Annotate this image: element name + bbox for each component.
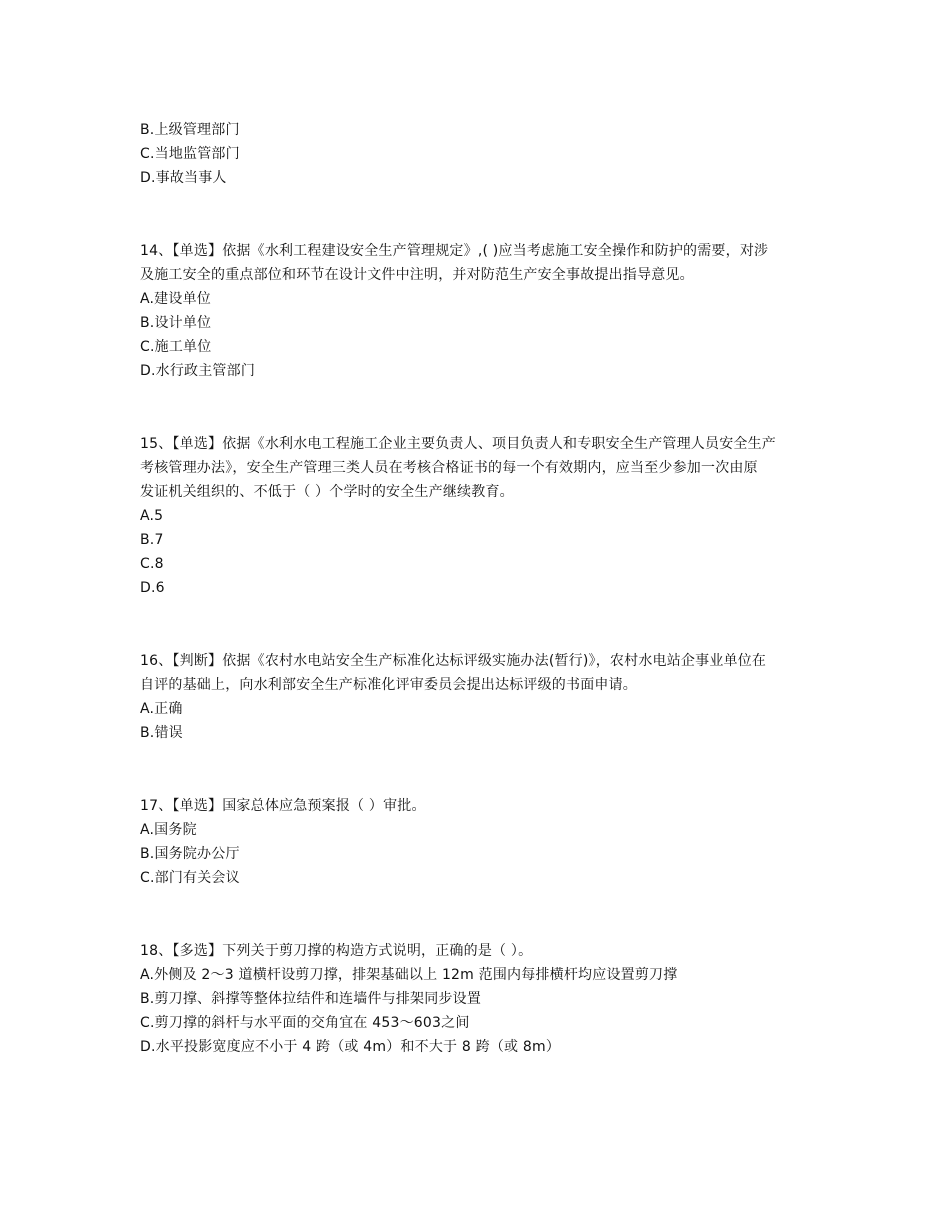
option: B.7 xyxy=(140,532,164,548)
option: A.国务院 xyxy=(140,822,197,838)
option: D.事故当事人 xyxy=(140,170,227,186)
option: C.剪刀撑的斜杆与水平面的交角宜在 453～603之间 xyxy=(140,1015,470,1031)
question-stem-line: 14、【单选】依据《水利工程建设安全生产管理规定》,( )应当考虑施工安全操作和防护的需要，对涉 xyxy=(140,243,769,259)
option: B.国务院办公厅 xyxy=(140,846,240,862)
question-stem-line: 考核管理办法》，安全生产管理三类人员在考核合格证书的每一个有效期内，应当至少参加一次由原 xyxy=(140,460,758,476)
option: C.8 xyxy=(140,556,164,572)
previous-question-options xyxy=(140,118,820,190)
question-stem-line: 发证机关组织的、不低于（ ）个学时的安全生产继续教育。 xyxy=(140,484,514,500)
question-stem-line: 自评的基础上，向水利部安全生产标准化评审委员会提出达标评级的书面申请。 xyxy=(140,677,637,693)
question-14 xyxy=(140,239,820,383)
option: C.部门有关会议 xyxy=(140,870,240,886)
option: B.错误 xyxy=(140,725,183,741)
question-17 xyxy=(140,794,820,890)
question-16 xyxy=(140,649,820,745)
question-stem-line: 及施工安全的重点部位和环节在设计文件中注明，并对防范生产安全事故提出指导意见。 xyxy=(140,267,694,283)
option: B.剪刀撑、斜撑等整体拉结件和连墙件与排架同步设置 xyxy=(140,991,482,1007)
question-list xyxy=(140,118,820,1059)
question-18 xyxy=(140,939,820,1059)
question-stem-line: 16、【判断】依据《农村水电站安全生产标准化达标评级实施办法(暂行)》，农村水电站企事业单位在 xyxy=(140,653,767,669)
option: D.水平投影宽度应不小于 4 跨（或 4m）和不大于 8 跨（或 8m） xyxy=(140,1039,561,1055)
option: B.上级管理部门 xyxy=(140,122,240,138)
option: C.当地监管部门 xyxy=(140,146,240,162)
option: B.设计单位 xyxy=(140,315,212,331)
option: A.正确 xyxy=(140,701,183,717)
option: C.施工单位 xyxy=(140,339,212,355)
question-stem-line: 15、【单选】依据《水利水电工程施工企业主要负责人、项目负责人和专职安全生产管理人员安全生产 xyxy=(140,436,777,452)
question-stem-line: 17、【单选】国家总体应急预案报（ ）审批。 xyxy=(140,798,426,814)
question-15 xyxy=(140,432,820,600)
option: A.外侧及 2～3 道横杆设剪刀撑，排架基础以上 12m 范围内每排横杆均应设置剪刀撑 xyxy=(140,967,678,983)
question-stem-line: 18、【多选】下列关于剪刀撑的构造方式说明，正确的是（ ）。 xyxy=(140,943,533,959)
option: A.5 xyxy=(140,508,164,524)
option: D.水行政主管部门 xyxy=(140,363,256,379)
option: A.建设单位 xyxy=(140,291,211,307)
option: D.6 xyxy=(140,580,165,596)
